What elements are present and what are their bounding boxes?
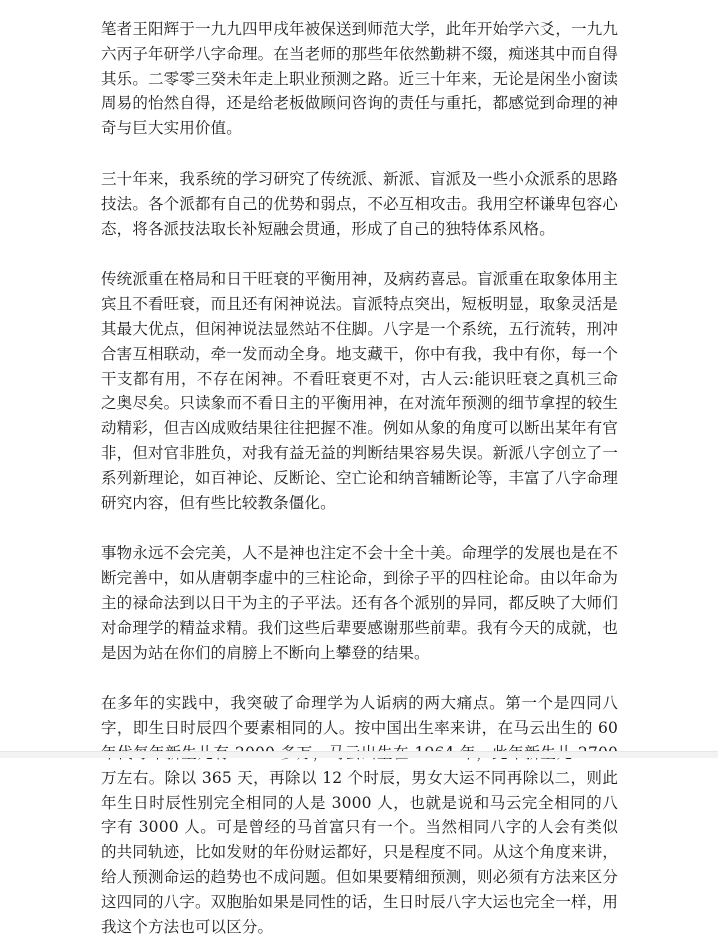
paragraph-4: 事物永远不会完美，人不是神也注定不会十全十美。命理学的发展也是在不断完善中，如从唐朝李虚中的三柱论命，到徐子平的四柱论命。由以年命为主的禄命法到以日干为主的子平法。还有各个派别的异同，都反映了大师们对命理学的精益求精。我们这些后辈要感谢那些前辈。我有今天的成就，也是因为站在你们的肩膀上不断向上攀登的结果。 [101,544,618,662]
page-bottom-divider [0,751,718,758]
paragraph-1: 笔者王阳辉于一九九四甲戌年被保送到师范大学，此年开始学六爻，一九九六丙子年研学八字命理。在当老师的那些年依然勤耕不缀，痴迷其中而自得其乐。二零零三癸未年走上职业预测之路。近三十年来，无论是闲坐小窗读周易的怡然自得，还是给老板做顾问咨询的责任与重托，都感觉到命理的神奇与巨大实用价值。 [101,20,618,138]
paragraph-2: 三十年来，我系统的学习研究了传统派、新派、盲派及一些小众派系的思路技法。各个派都有自己的优势和弱点，不必互相攻击。我用空杯谦卑包容心态，将各派技法取长补短融会贯通，形成了自己的独特体系风格。 [101,169,618,238]
paragraph-3: 传统派重在格局和日干旺衰的平衡用神，及病药喜忌。盲派重在取象体用主宾且不看旺衰，而且还有闲神说法。盲派特点突出，短板明显，取象灵活是其最大优点，但闲神说法显然站不住脚。八字是一个系统，五行流转，刑冲合害互相联动，牵一发而动全身。地支藏干，你中有我，我中有你，每一个干支都有用，不存在闲神。不看旺衰更不对，古人云:能识旺衰之真机三命之奥尽矣。只读象而不看日主的平衡用神，在对流年预测的细节拿捏的较生动精彩，但吉凶成败结果往往把握不准。例如从象的角度可以断出某年有官非，但对官非胜负，对我有益无益的判断结果容易失误。新派八字创立了一系列新理论，如百神论、反断论、空亡论和纳音辅断论等，丰富了八字命理研究内容，但有些比较教条僵化。 [101,270,618,512]
paragraph-5: 在多年的实践中，我突破了命理学为人诟病的两大痛点。第一个是四同八字，即生日时辰四个要素相同的人。按中国出生率来讲，在马云出生的 60 万左右。除以 365 天，再除以 12 个时辰，男女大运不同再除以二，则此年生日时辰性别完全相同的人是 3000 人，也就是说和马云完全相同的八字有 3000 人。可是曾经的马首富只有一个。当然相同八字的人会有类似的共同轨迹，比如发财的年份财运都好，只是程度不同。从这个角度来讲，给人预测命运的趋势也不成问题。但如果要精细预测，则必须有方法来区分这四同的八字。双胞胎如果是同性的话，生日时辰八字大运也完全一样，用我这个方法也可以区分。 [101,694,618,936]
